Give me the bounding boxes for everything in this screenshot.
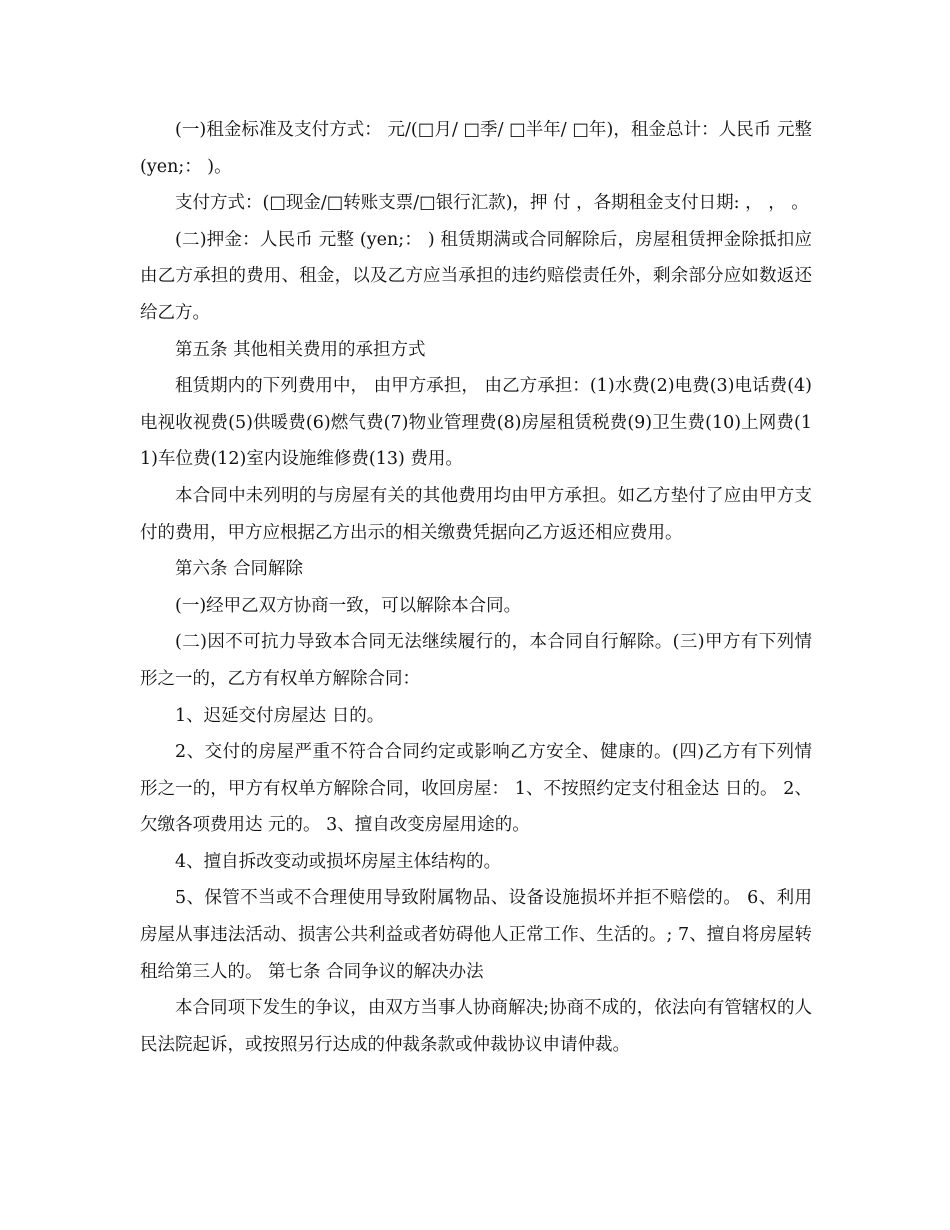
paragraph-fee-list: 租赁期内的下列费用中， 由甲方承担， 由乙方承担：(1)水费(2)电费(3)电话费(4)电视收视费(5)供暖费(6)燃气费(7)物业管理费(8)房屋租赁税费(9)卫生费(10)上网费(11)车位费(12)室内设施维修费(13) 费用。 <box>140 376 812 470</box>
paragraph-improper-use: 5、保管不当或不合理使用导致附属物品、设备设施损坏并拒不赔偿的。 6、利用房屋从事违法活动、损害公共利益或者妨碍他人正常工作、生活的。; 7、擅自将房屋转租给第三人的。 第七条 合同争议的解决办法 <box>140 888 812 982</box>
paragraph-deposit: (二)押金：人民币 元整 (yen;： ) 租赁期满或合同解除后，房屋租赁押金除抵扣应由乙方承担的费用、租金，以及乙方应当承担的违约赔偿责任外，剩余部分应如数返还给乙方。 <box>140 229 812 323</box>
paragraph-other-fees: 本合同中未列明的与房屋有关的其他费用均由甲方承担。如乙方垫付了应由甲方支付的费用，甲方应根据乙方出示的相关缴费凭据向乙方返还相应费用。 <box>140 485 812 543</box>
paragraph-rent-standard: (一)租金标准及支付方式： 元/(□月/ □季/ □半年/ □年)，租金总计：人民币 元整(yen;： )。 <box>140 120 812 177</box>
paragraph-payment-method: 支付方式：(□现金/□转账支票/□银行汇款)，押 付 ，各期租金支付日期: ， ， 。 <box>175 193 809 214</box>
paragraph-termination-1: (一)经甲乙双方协商一致，可以解除本合同。 <box>175 595 522 616</box>
heading-article-6: 第六条 合同解除 <box>175 559 304 580</box>
paragraph-delay-delivery: 1、迟延交付房屋达 日的。 <box>175 705 385 726</box>
paragraph-termination-clauses: 2、交付的房屋严重不符合合同约定或影响乙方安全、健康的。(四)乙方有下列情形之一的，甲方有权单方解除合同，收回房屋： 1、不按照约定支付租金达 日的。 2、欠缴各项费用达 元的。 3、擅自改变房屋用途的。 <box>140 742 812 836</box>
paragraph-dispute-resolution: 本合同项下发生的争议，由双方当事人协商解决;协商不成的，依法向有管辖权的人民法院起诉，或按照另行达成的仲裁条款或仲裁协议申请仲裁。 <box>140 998 812 1055</box>
paragraph-structure-damage: 4、擅自拆改变动或损坏房屋主体结构的。 <box>175 851 502 872</box>
heading-article-5: 第五条 其他相关费用的承担方式 <box>175 339 426 360</box>
document-page <box>140 112 812 1063</box>
paragraph-termination-2: (二)因不可抗力导致本合同无法继续履行的，本合同自行解除。(三)甲方有下列情形之一的，乙方有权单方解除合同： <box>140 632 812 689</box>
